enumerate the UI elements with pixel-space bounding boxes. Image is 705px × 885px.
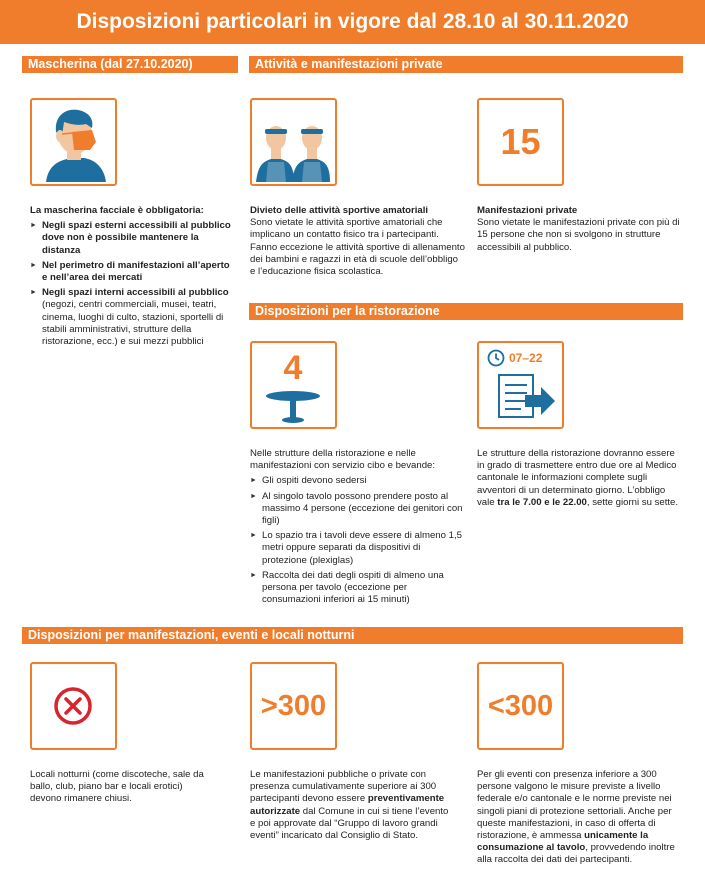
page-title-text: Disposizioni particolari in vigore dal 28.10 al 30.11.2020 — [76, 10, 629, 33]
section-header-mask — [22, 56, 238, 73]
section-header-private — [249, 56, 683, 73]
over-300-text-part: Le manifestazioni pubbliche o private con presenza cumulativamente superiore ai 300 partecipanti devono essere — [250, 769, 437, 805]
hours-label: 07–22 — [509, 351, 543, 365]
list-item: ► Negli spazi esterni accessibili al pubblico dove non è possibile mantenere la distanza — [30, 220, 235, 257]
list-item: ► Raccolta dei dati degli ospiti di almeno una persona per tavolo (eccezione per consumazioni inferiori ai 15 minuti) — [250, 570, 465, 607]
under-300-text-part: Per gli eventi con presenza inferiore a 300 persone valgono le misure previste a livello federale e/o cantonale e le norme previste nei singoli piani di protezione settoriali. Anche per queste manifestazioni, in caso di offerta di ristorazione, è ammessa — [477, 769, 672, 842]
section-header-mask-label: Mascherina (dal 27.10.2020) — [28, 57, 193, 71]
table-limit-number: 4 — [283, 349, 303, 387]
under-300-text — [477, 769, 687, 867]
face-mask-icon — [32, 100, 114, 183]
prohibited-icon — [53, 686, 93, 726]
mask-rules — [30, 205, 235, 348]
nightclubs-text: Locali notturni (come discoteche, sale da ballo, club, piano bar e locali erotici) devono rimanere chiusi. — [30, 769, 204, 805]
private-events-title: Manifestazioni private — [477, 205, 578, 216]
sport-ban — [250, 205, 465, 278]
section-header-restaurant — [249, 303, 683, 320]
section-header-restaurant-label: Disposizioni per la ristorazione — [255, 304, 440, 318]
under-300-label: <300 — [487, 689, 554, 722]
page-title — [0, 0, 705, 44]
mask-rules-list — [30, 220, 235, 348]
private-events-limit-number: 15 — [500, 121, 541, 162]
data-collection-text — [477, 448, 682, 509]
athletes-icon — [252, 100, 334, 183]
under-300-text-end: , provvedendo inoltre alla raccolta dei dati dei partecipanti. — [477, 842, 675, 866]
sport-icon-box — [250, 98, 337, 186]
mask-icon-box — [30, 98, 117, 186]
section-header-events — [22, 627, 683, 644]
section-header-private-label: Attività e manifestazioni private — [255, 57, 443, 71]
over-300-text — [250, 769, 450, 842]
mask-intro: La mascherina facciale è obbligatoria: — [30, 205, 204, 216]
table-icon — [252, 389, 334, 427]
private-events-text: Sono vietate le manifestazioni private con più di 15 persone che non si svolgono in strutture accessibili al pubblico. — [477, 217, 680, 253]
list-item: ► Nel perimetro di manifestazioni all’aperto e nell’area dei mercati — [30, 260, 235, 284]
list-item-bold: Negli spazi interni accessibili al pubblico — [42, 287, 229, 299]
restaurant-intro: Nelle strutture della ristorazione e nelle manifestazioni con servizio cibo e bevande: — [250, 448, 436, 472]
under-300-box — [477, 662, 564, 750]
clock-icon — [487, 349, 505, 367]
data-collection-box — [477, 341, 564, 429]
over-300-text-bold: preventivamente autorizzate — [250, 793, 445, 817]
over-300-label: >300 — [260, 689, 327, 722]
list-item — [30, 287, 235, 348]
over-300-text-end: dal Comune in cui si tiene l’evento e poi approvate dal “Gruppo di lavoro grandi eventi” incaricato dal Consiglio di Stato. — [250, 805, 449, 842]
list-item: ► Gli ospiti devono sedersi — [250, 475, 465, 487]
sport-ban-text: Sono vietate le attività sportive amatoriali che implicano un contatto fisico tra i partecipanti. Fanno eccezione le attività sportive di allenamento dei bambini e ragazzi in età di scuole dell’obbligo e l’educazione fisica scolastica. — [250, 217, 465, 278]
restaurant-rules — [250, 448, 465, 606]
data-collection-text-end: , sette giorni su sette. — [586, 496, 679, 508]
list-item-rest: (negozi, centri commerciali, musei, teatri, cinema, luoghi di culto, stazioni, sportelli di stabili amministrativi, strutture della ristorazione, ecc.) e sui mezzi pubblici — [42, 299, 224, 348]
nightclubs-closed-box — [30, 662, 117, 750]
over-300-box — [250, 662, 337, 750]
private-events — [477, 205, 682, 254]
sport-ban-title: Divieto delle attività sportive amatoriali — [250, 205, 429, 216]
under-300-text-bold: unicamente la consumazione al tavolo — [477, 830, 649, 854]
restaurant-rules-list — [250, 475, 465, 606]
list-item: ► Al singolo tavolo possono prendere posto al massimo 4 persone (eccezione dei genitori con figli) — [250, 491, 465, 528]
data-collection-hours: tra le 7.00 e le 22.00 — [497, 496, 587, 508]
private-events-limit-box — [477, 98, 564, 186]
data-collection-text-part: Le strutture della ristorazione dovranno essere in grado di trasmettere entro due ore al Medico cantonale le informazioni complete sugli avventori di un determinato giorno. L’obbligo vale — [477, 448, 677, 508]
table-limit-box — [250, 341, 337, 429]
list-item: ► Lo spazio tra i tavoli deve essere di almeno 1,5 metri oppure separati da dispositivi di protezione (plexiglas) — [250, 530, 465, 567]
document-send-icon — [497, 373, 557, 423]
section-header-events-label: Disposizioni per manifestazioni, eventi e locali notturni — [28, 628, 355, 642]
